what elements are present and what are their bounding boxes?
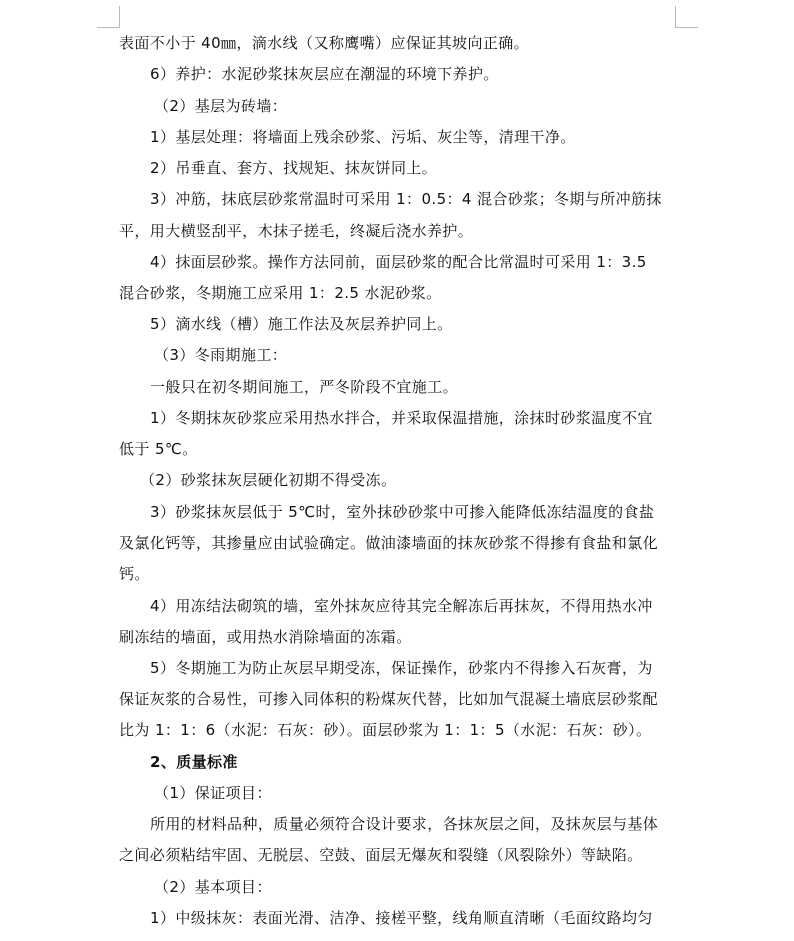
crop-mark-right-vertical <box>675 6 676 28</box>
section-heading: （2）基本项目： <box>154 878 272 896</box>
section-title: 2、质量标准 <box>150 753 238 771</box>
text-line: 及氯化钙等，其掺量应由试验确定。做油漆墙面的抹灰砂浆不得掺有食盐和氯化 <box>119 534 659 552</box>
text-line: （2）砂浆抹灰层硬化初期不得受冻。 <box>140 471 397 489</box>
text-line: 5）滴水线（槽）施工作法及灰层养护同上。 <box>150 315 453 333</box>
text-line: 3）冲筋，抹底层砂浆常温时可采用 1：0.5：4 混合砂浆；冬期与所冲筋抹 <box>150 190 662 208</box>
text-line: 刷冻结的墙面，或用热水消除墙面的冻霜。 <box>119 628 412 646</box>
text-line: 4）用冻结法砌筑的墙，室外抹灰应待其完全解冻后再抹灰，不得用热水冲 <box>150 597 653 615</box>
text-line: 保证灰浆的合易性，可掺入同体积的粉煤灰代替，比如加气混凝土墙底层砂浆配 <box>119 690 659 708</box>
text-line: 5）冬期施工为防止灰层早期受冻，保证操作，砂浆内不得掺入石灰膏，为 <box>150 659 653 677</box>
section-heading: （3）冬雨期施工： <box>154 346 288 364</box>
crop-mark-left-vertical <box>119 6 120 28</box>
text-line: 所用的材料品种，质量必须符合设计要求，各抹灰层之间，及抹灰层与基体 <box>150 815 659 833</box>
text-line: 低于 5℃。 <box>119 440 198 458</box>
text-line: 比为 1：1：6（水泥：石灰：砂）。面层砂浆为 1：1：5（水泥：石灰：砂）。 <box>119 721 652 739</box>
section-heading: （1）保证项目： <box>154 784 272 802</box>
text-line: 4）抹面层砂浆。操作方法同前，面层砂浆的配合比常温时可采用 1：3.5 <box>150 253 647 271</box>
text-line: 表面不小于 40㎜，滴水线（又称鹰嘴）应保证其坡向正确。 <box>119 34 530 52</box>
text-line: 1）基层处理：将墙面上残余砂浆、污垢、灰尘等，清理干净。 <box>150 128 576 146</box>
crop-mark-right-horizontal <box>675 27 698 28</box>
text-line: 钙。 <box>119 565 150 583</box>
text-line: 平，用大横竖刮平，木抹子搓毛，终凝后浇水养护。 <box>119 222 474 240</box>
text-line: 2）吊垂直、套方、找规矩、抹灰饼同上。 <box>150 159 438 177</box>
section-heading: （2）基层为砖墙： <box>154 97 288 115</box>
crop-mark-left-horizontal <box>97 27 120 28</box>
text-line: 一般只在初冬期间施工，严冬阶段不宜施工。 <box>150 378 459 396</box>
text-line: 1）冬期抹灰砂浆应采用热水拌合，并采取保温措施，涂抹时砂浆温度不宜 <box>150 409 653 427</box>
text-line: 3）砂浆抹灰层低于 5℃时，室外抹砂砂浆中可掺入能降低冻结温度的食盐 <box>150 503 655 521</box>
text-line: 6）养护：水泥砂浆抹灰层应在潮湿的环境下养护。 <box>150 65 499 83</box>
text-line: 之间必须粘结牢固、无脱层、空鼓、面层无爆灰和裂缝（风裂除外）等缺陷。 <box>119 846 643 864</box>
text-line: 1）中级抹灰：表面光滑、洁净、接槎平整，线角顺直清晰（毛面纹路均匀 <box>150 909 653 927</box>
text-line: 混合砂浆，冬期施工应采用 1：2.5 水泥砂浆。 <box>119 284 442 302</box>
